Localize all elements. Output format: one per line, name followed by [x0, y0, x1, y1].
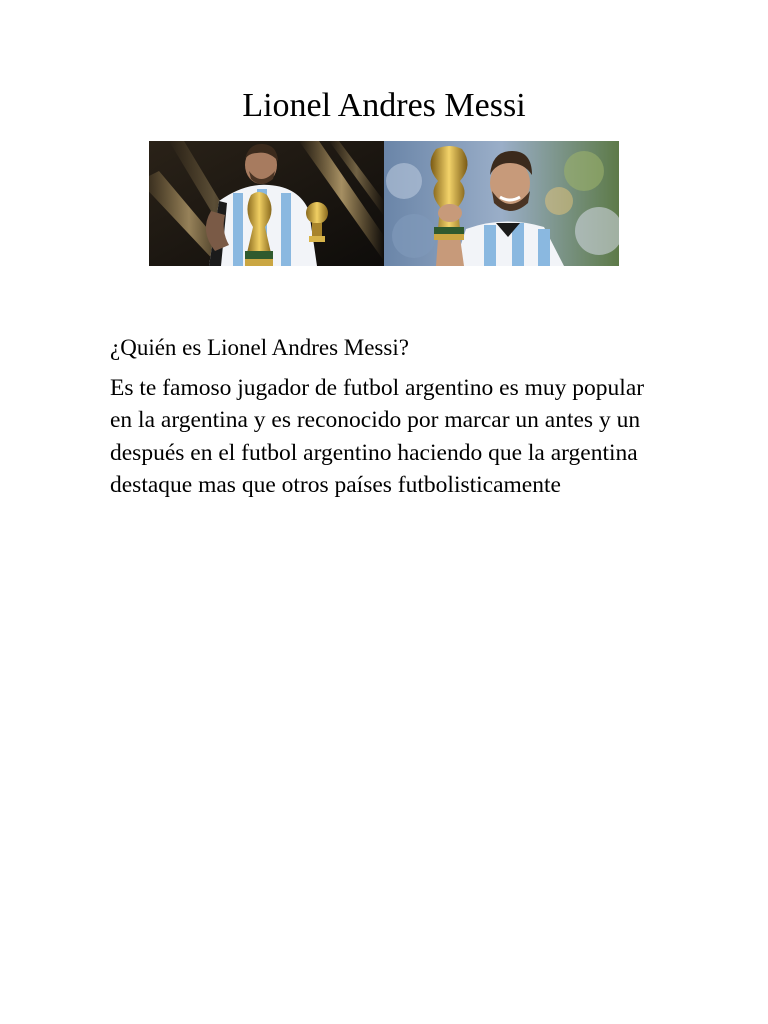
section-question: ¿Quién es Lionel Andres Messi? — [110, 335, 409, 360]
photo-messi-holding-trophy — [384, 141, 619, 266]
body-paragraph: Es te famoso jugador de futbol argentino es muy popular en la argentina y es reconocido por marcar un antes y un después en el futbol argentino haciendo que la argentina destaque mas que otros países futbolisticamente — [110, 375, 645, 499]
photo-messi-kissing-trophy — [149, 141, 384, 266]
photo-strip — [149, 141, 619, 266]
page-title: Lionel Andres Messi — [242, 87, 526, 124]
